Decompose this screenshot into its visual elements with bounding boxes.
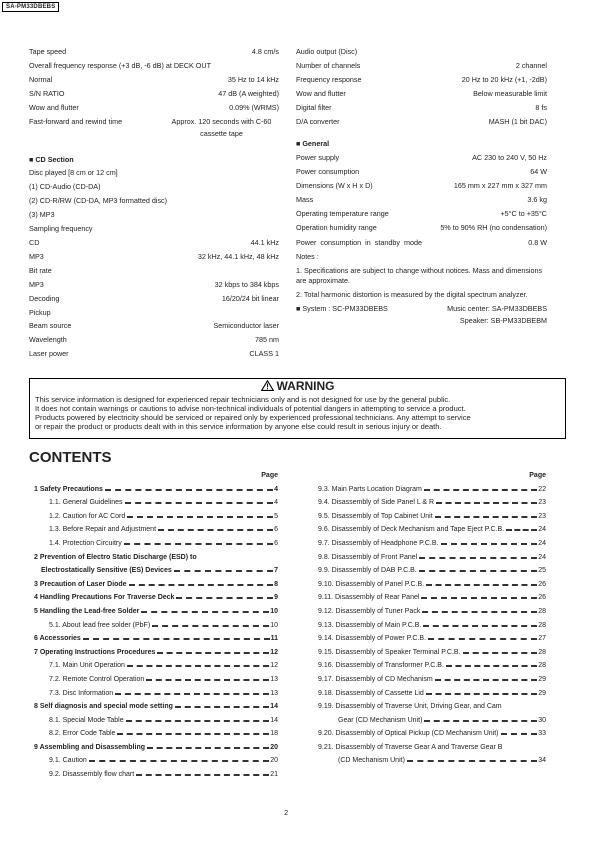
toc-page-number: 20 <box>270 743 278 751</box>
bitrate-specs <box>29 278 279 306</box>
toc-entry-title: 9.4. Disassembly of Side Panel L & R <box>318 499 435 507</box>
spec-row <box>29 278 279 292</box>
spec-label: Fast-forward and rewind time <box>29 116 123 126</box>
spec-value: 3.6 kg <box>527 195 547 205</box>
toc-entry-title: 9.7. Disassembly of Headphone P.C.B. <box>318 539 439 547</box>
spec-label: Tape speed <box>29 47 67 56</box>
toc-page-number: 5 <box>274 512 278 520</box>
toc-page-number: 4 <box>274 499 278 507</box>
toc-entry[interactable] <box>34 537 278 551</box>
spec-row <box>29 115 279 141</box>
toc-page-number: 6 <box>274 539 278 547</box>
system-center: Music center: SA-PM33DBEBS <box>447 304 547 314</box>
toc-page-number: 8 <box>274 580 278 588</box>
toc-entry-title: 1.4. Protection Circuitry <box>49 539 122 547</box>
toc-leader <box>175 706 269 708</box>
toc-leader <box>423 625 537 627</box>
toc-entry[interactable] <box>34 483 278 497</box>
spec-value: 2 channel <box>515 60 547 70</box>
toc-entry-title: 6 Accessories <box>34 635 81 643</box>
spec-value: 16/20/24 bit linear <box>221 293 279 303</box>
toc-leader <box>441 543 538 545</box>
toc-leader <box>147 747 269 749</box>
standby-row <box>296 235 547 250</box>
toc-page-number: 28 <box>538 621 546 629</box>
toc-leader <box>419 557 537 559</box>
spec-row <box>296 87 547 101</box>
spec-row <box>296 207 547 221</box>
toc-entry-title: 1.1. General Guidelines <box>49 499 123 507</box>
general-specs <box>296 151 547 234</box>
toc-leader <box>501 733 538 735</box>
toc-leader <box>146 679 269 681</box>
toc-leader <box>435 516 538 518</box>
toc-leader <box>419 570 538 572</box>
toc-entry-title: 1.3. Before Repair and Adjustment <box>49 526 157 534</box>
toc-leader <box>428 638 537 640</box>
toc-entry-title: 9.16. Disassembly of Transformer P.C.B. <box>318 662 444 670</box>
toc-leader <box>158 529 273 531</box>
toc-entry[interactable] <box>318 727 546 741</box>
toc-entry-title: 7.3. Disc Information <box>49 689 114 697</box>
spec-value: 8 fs <box>535 102 547 112</box>
disc-type-item: (2) CD-R/RW (CD-DA, MP3 formatted disc) <box>29 196 168 206</box>
toc-entry-title: 9.11. Disassembly of Rear Panel <box>318 594 420 602</box>
toc-entry[interactable] <box>318 754 546 768</box>
toc-entry[interactable] <box>318 591 546 605</box>
toc-entry[interactable] <box>34 578 278 592</box>
audio-output-label: Audio output (Disc) <box>296 47 358 56</box>
toc-leader <box>506 529 537 531</box>
toc-leader <box>422 611 537 613</box>
toc-entry[interactable] <box>318 551 546 565</box>
cd-section-heading: ■ CD Section <box>29 154 74 164</box>
toc-entry[interactable] <box>34 632 278 646</box>
spec-label: Wow and flutter <box>29 102 79 112</box>
spec-value: 785 nm <box>255 335 279 345</box>
spec-value: 35 Hz to 14 kHz <box>227 74 279 84</box>
spec-row <box>29 292 279 306</box>
toc-entry-title: 9.6. Disassembly of Deck Mechanism and Tape Eject P.C.B. <box>318 526 505 534</box>
toc-entry-title: 9.10. Disassembly of Panel P.C.B. <box>318 580 425 588</box>
toc-entry[interactable] <box>34 619 278 633</box>
toc-page-number: 14 <box>270 703 278 711</box>
toc-entry[interactable] <box>318 496 546 510</box>
spec-value: CLASS 1 <box>249 349 279 359</box>
warning-line: It does not contain warnings or cautions to advise non-technical individuals of potential dangers in attempting to service a product. <box>35 404 466 413</box>
spec-label: Power supply <box>296 153 340 163</box>
spec-row <box>296 151 547 165</box>
toc-page-number: 23 <box>538 499 546 507</box>
spec-row <box>296 59 547 73</box>
spec-row <box>296 115 547 129</box>
spec-label: S/N RATIO <box>29 88 65 98</box>
toc-entry[interactable] <box>318 700 546 714</box>
toc-entry-title: 8.1. Special Mode Table <box>49 716 124 724</box>
spec-row <box>29 333 279 347</box>
toc-leader <box>129 584 274 586</box>
warning-line: This service information is designed for experienced repair technicians only and is not designed for use by the general public. <box>35 395 451 404</box>
toc-entry[interactable] <box>318 483 546 497</box>
spec-label: Number of channels <box>296 60 361 70</box>
toc-entry[interactable] <box>318 673 546 687</box>
spec-row <box>29 347 279 361</box>
spec-row <box>296 101 547 115</box>
spec-label: Operating temperature range <box>296 208 389 218</box>
toc-entry-title: 7 Operating Instructions Procedures <box>34 648 156 656</box>
spec-label: Overall frequency response (+3 dB, -6 dB) at DECK OUT <box>29 60 211 70</box>
toc-leader <box>426 693 537 695</box>
general-heading: ■ General <box>296 139 330 149</box>
toc-page-number: 12 <box>270 648 278 656</box>
page-header-left: Page <box>261 472 278 479</box>
spec-label: Decoding <box>29 293 60 303</box>
toc-leader <box>152 625 269 627</box>
toc-page-number: 10 <box>270 621 278 629</box>
toc-right-list <box>318 483 546 768</box>
toc-entry[interactable] <box>34 646 278 660</box>
toc-entry[interactable] <box>34 768 278 782</box>
tape-specs <box>29 45 279 141</box>
toc-entry-title: 9.1. Caution <box>49 757 87 765</box>
notes-label: Notes : <box>296 251 319 261</box>
system-label: ■ System : SC-PM33DBEBS <box>296 304 388 314</box>
warning-title <box>35 379 560 394</box>
toc-entry-title: 8 Self diagnosis and special mode setting <box>34 703 173 711</box>
toc-entry-title: 7.1. Main Unit Operation <box>49 662 125 670</box>
spec-value: 0.09% (WRMS) <box>229 102 279 112</box>
spec-label: Wavelength <box>29 335 67 345</box>
spec-label: Normal <box>29 74 53 84</box>
spec-value: MASH (1 bit DAC) <box>488 116 547 126</box>
spec-label: Wow and flutter <box>296 88 346 98</box>
toc-entry-title: 9 Assembling and Disassembling <box>34 743 145 751</box>
standby-value: 0.8 W <box>528 237 547 247</box>
spec-value: Approx. 120 seconds with C-60 cassette tape <box>171 116 272 138</box>
spec-label: Laser power <box>29 349 69 359</box>
toc-entry[interactable] <box>34 523 278 537</box>
toc-entry[interactable] <box>34 496 278 510</box>
spec-row <box>29 59 279 73</box>
toc-leader <box>89 760 269 762</box>
toc-page-number: 12 <box>270 662 278 670</box>
toc-entry-title: 1.2. Caution for AC Cord <box>49 512 126 520</box>
toc-entry-title: 9.21. Disassembly of Traverse Gear A and Traverse Gear B <box>318 743 503 751</box>
sampling-specs <box>29 236 279 264</box>
toc-page-number: 24 <box>538 526 546 534</box>
toc-leader <box>436 502 537 504</box>
toc-entry-title: 9.2. Disassembly flow chart <box>49 771 135 779</box>
spec-row <box>296 73 547 87</box>
toc-page-number: 24 <box>538 553 546 561</box>
toc-entry[interactable] <box>34 700 278 714</box>
toc-page-number: 30 <box>538 716 546 724</box>
toc-entry[interactable] <box>318 646 546 660</box>
toc-entry[interactable] <box>34 605 278 619</box>
toc-leader <box>424 489 537 491</box>
toc-page-number: 23 <box>538 512 546 520</box>
toc-leader <box>124 543 273 545</box>
spec-row <box>29 45 279 59</box>
spec-label: Beam source <box>29 321 72 331</box>
audio-specs <box>296 59 547 129</box>
toc-page-number: 28 <box>538 662 546 670</box>
toc-page-number: 14 <box>270 716 278 724</box>
spec-value: 44.1 kHz <box>250 237 279 247</box>
toc-right <box>318 469 546 768</box>
toc-leader <box>105 489 273 491</box>
toc-leader <box>127 516 273 518</box>
toc-entry-title: 4 Handling Precautions For Traverse Deck <box>34 594 175 602</box>
toc-page-number: 4 <box>274 485 278 493</box>
toc-leader <box>174 570 273 572</box>
bitrate-label: Bit rate <box>29 265 52 275</box>
toc-entry-title: 9.14. Disassembly of Power P.C.B. <box>318 635 427 643</box>
spec-value: AC 230 to 240 V, 50 Hz <box>472 153 547 163</box>
toc-page-number: 7 <box>274 567 278 575</box>
toc-page-number: 24 <box>538 539 546 547</box>
toc-leader <box>435 679 537 681</box>
standby-label: Power consumption in standby mode <box>296 237 422 247</box>
pickup-specs <box>29 319 279 361</box>
toc-leader <box>126 720 270 722</box>
toc-leader <box>125 502 274 504</box>
toc-entry[interactable] <box>318 619 546 633</box>
toc-entry[interactable] <box>318 687 546 701</box>
spec-row <box>29 101 279 115</box>
page-header-right: Page <box>529 472 546 479</box>
spec-label: MP3 <box>29 279 44 289</box>
warning-text <box>35 395 560 431</box>
spec-value: Below measurable limit <box>473 88 547 98</box>
warning-line: or repair the product or products dealt with in this service information by anyone else could result in serious injury or death. <box>35 422 442 431</box>
toc-page-number: 11 <box>270 635 278 643</box>
toc-page-number: 26 <box>538 594 546 602</box>
toc-leader <box>176 597 273 599</box>
toc-entry-title: 9.18. Disassembly of Cassette Lid <box>318 689 424 697</box>
spec-label: D/A converter <box>296 116 340 126</box>
toc-entry-title: 9.12. Disassembly of Tuner Pack <box>318 607 421 615</box>
toc-entry[interactable] <box>34 673 278 687</box>
toc-page-number: 28 <box>538 648 546 656</box>
spec-row <box>29 319 279 333</box>
spec-label: CD <box>29 237 40 247</box>
spec-row <box>29 250 279 264</box>
toc-leader <box>115 693 269 695</box>
spec-row <box>296 193 547 207</box>
spec-value: 4.8 cm/s <box>251 47 279 56</box>
toc-leader <box>463 652 538 654</box>
pickup-label: Pickup <box>29 307 51 317</box>
toc-left <box>34 469 278 782</box>
toc-entry-title: 9.5. Disassembly of Top Cabinet Unit <box>318 512 433 520</box>
toc-page-number: 9 <box>274 594 278 602</box>
spec-value: 5% to 90% RH (no condensation) <box>440 222 547 232</box>
page-number: 2 <box>284 808 289 817</box>
spec-value: 165 mm x 227 mm x 327 mm <box>453 181 547 191</box>
spec-row <box>29 236 279 250</box>
toc-entry[interactable] <box>34 687 278 701</box>
warning-line: Products powered by electricity should be serviced or repaired only by experienced professional technicians. Any attempt to service <box>35 413 471 422</box>
spec-value: 64 W <box>530 167 547 177</box>
toc-entry-title: 9.15. Disassembly of Speaker Terminal P.C.B. <box>318 648 461 656</box>
spec-label: Operation humidity range <box>296 222 377 232</box>
toc-entry-title: 9.8. Disassembly of Front Panel <box>318 553 418 561</box>
toc-page-number: 34 <box>538 757 546 765</box>
toc-page-number: 13 <box>270 689 278 697</box>
toc-page-number: 13 <box>270 675 278 683</box>
spec-value: 32 kbps to 384 kbps <box>214 279 279 289</box>
toc-entry-title: 3 Precaution of Laser Diode <box>34 580 127 588</box>
toc-entry[interactable] <box>34 727 278 741</box>
toc-entry[interactable] <box>318 632 546 646</box>
spec-row <box>29 87 279 101</box>
spec-label: Power consumption <box>296 167 360 177</box>
spec-label: Mass <box>296 195 314 205</box>
disc-played: Disc played [8 cm or 12 cm] <box>29 168 118 178</box>
spec-row <box>29 73 279 87</box>
toc-leader <box>136 774 269 776</box>
toc-entry[interactable] <box>34 591 278 605</box>
spec-value: 20 Hz to 20 kHz (+1, -2dB) <box>461 74 547 84</box>
toc-page-number: 29 <box>538 689 546 697</box>
sampling-label: Sampling frequency <box>29 224 93 234</box>
contents-title: CONTENTS <box>29 449 112 466</box>
spec-value: 32 kHz, 44.1 kHz, 48 kHz <box>197 251 279 261</box>
toc-page-number: 21 <box>270 771 278 779</box>
toc-entry-title: 1 Safety Precautions <box>34 485 103 493</box>
toc-entry-title: 8.2. Error Code Table <box>49 730 116 738</box>
toc-page-number: 22 <box>538 485 546 493</box>
toc-page-number: 10 <box>270 607 278 615</box>
toc-entry-title: 5.1. About lead free solder (PbF) <box>49 621 151 629</box>
toc-entry[interactable] <box>318 510 546 524</box>
system-row <box>296 303 547 314</box>
toc-entry[interactable] <box>34 564 278 578</box>
toc-entry-title: 9.19. Disassembly of Traverse Unit, Driving Gear, and Cam <box>318 703 502 711</box>
toc-entry-title: 9.3. Main Parts Location Diagram <box>318 485 422 493</box>
toc-leader <box>117 733 269 735</box>
toc-leader <box>424 720 537 722</box>
toc-left-list <box>34 483 278 782</box>
toc-entry-title: 9.13. Disassembly of Main P.C.B. <box>318 621 422 629</box>
spec-left-column <box>29 45 279 361</box>
toc-entry-title: 7.2. Remote Control Operation <box>49 675 145 683</box>
toc-entry-title: 9.20. Disassembly of Optical Pickup (CD Mechanism Unit) <box>318 730 499 738</box>
toc-entry[interactable] <box>318 605 546 619</box>
spec-value: 47 dB (A weighted) <box>218 88 279 98</box>
toc-entry[interactable] <box>318 523 546 537</box>
spec-label: Frequency response <box>296 74 362 84</box>
toc-page-number: 33 <box>538 730 546 738</box>
warning-box <box>29 378 566 439</box>
system-speaker: Speaker: SB-PM33DBEBM <box>459 316 547 326</box>
disc-type-item: (1) CD-Audio (CD-DA) <box>29 182 101 192</box>
toc-leader <box>426 584 537 586</box>
toc-entry-title: 9.9. Disassembly of DAB P.C.B. <box>318 567 417 575</box>
spec-right-column <box>296 45 547 328</box>
toc-leader <box>141 611 269 613</box>
toc-entry[interactable] <box>318 659 546 673</box>
disc-type-item: (3) MP3 <box>29 210 55 220</box>
toc-entry[interactable] <box>318 564 546 578</box>
spec-label: MP3 <box>29 251 44 261</box>
toc-entry[interactable] <box>318 741 546 755</box>
toc-entry-title: 2 Prevention of Electro Static Discharge (ESD) to <box>34 553 197 561</box>
spec-row <box>296 221 547 235</box>
warning-triangle-icon <box>261 380 274 391</box>
toc-entry[interactable] <box>34 741 278 755</box>
spec-value: Semiconductor laser <box>213 321 279 331</box>
toc-leader <box>407 760 537 762</box>
toc-entry[interactable] <box>34 754 278 768</box>
toc-entry[interactable] <box>34 659 278 673</box>
toc-entry[interactable] <box>34 551 278 565</box>
spec-row <box>296 179 547 193</box>
note-2: 2. Total harmonic distortion is measured by the digital spectrum analyzer. <box>296 289 528 299</box>
spec-row <box>296 165 547 179</box>
toc-entry-title: 9.17. Disassembly of CD Mechanism <box>318 675 433 683</box>
toc-leader <box>421 597 537 599</box>
toc-leader <box>446 665 537 667</box>
toc-entry[interactable] <box>318 714 546 728</box>
toc-page-number: 18 <box>270 730 278 738</box>
toc-entry-title: Gear (CD Mechanism Unit) <box>338 716 423 724</box>
toc-leader <box>157 652 269 654</box>
toc-page-number: 25 <box>538 567 546 575</box>
spec-label: Digital filter <box>296 102 332 112</box>
toc-entry[interactable] <box>318 537 546 551</box>
toc-page-number: 20 <box>270 757 278 765</box>
toc-page-number: 28 <box>538 607 546 615</box>
toc-entry-title: 5 Handling the Lead-free Solder <box>34 607 140 615</box>
toc-page-number: 6 <box>274 526 278 534</box>
toc-leader <box>83 638 270 640</box>
disc-types <box>29 180 279 222</box>
warning-title-text: WARNING <box>276 379 335 393</box>
spec-label: Dimensions (W x H x D) <box>296 181 373 191</box>
toc-entry-title: Electrostatically Sensitive (ES) Devices <box>41 567 172 575</box>
toc-entry-title: (CD Mechanism Unit) <box>338 757 405 765</box>
toc-entry[interactable] <box>34 714 278 728</box>
toc-entry[interactable] <box>34 510 278 524</box>
spec-value: +5°C to +35°C <box>500 208 547 218</box>
model-tag: SA-PM33DBEBS <box>2 2 59 12</box>
toc-page-number: 29 <box>538 675 546 683</box>
toc-page-number: 26 <box>538 580 546 588</box>
toc-entry[interactable] <box>318 578 546 592</box>
toc-leader <box>127 665 269 667</box>
toc-page-number: 27 <box>538 635 546 643</box>
note-1: 1. Specifications are subject to change without notices. Mass and dimensions are approximate. <box>296 265 543 286</box>
